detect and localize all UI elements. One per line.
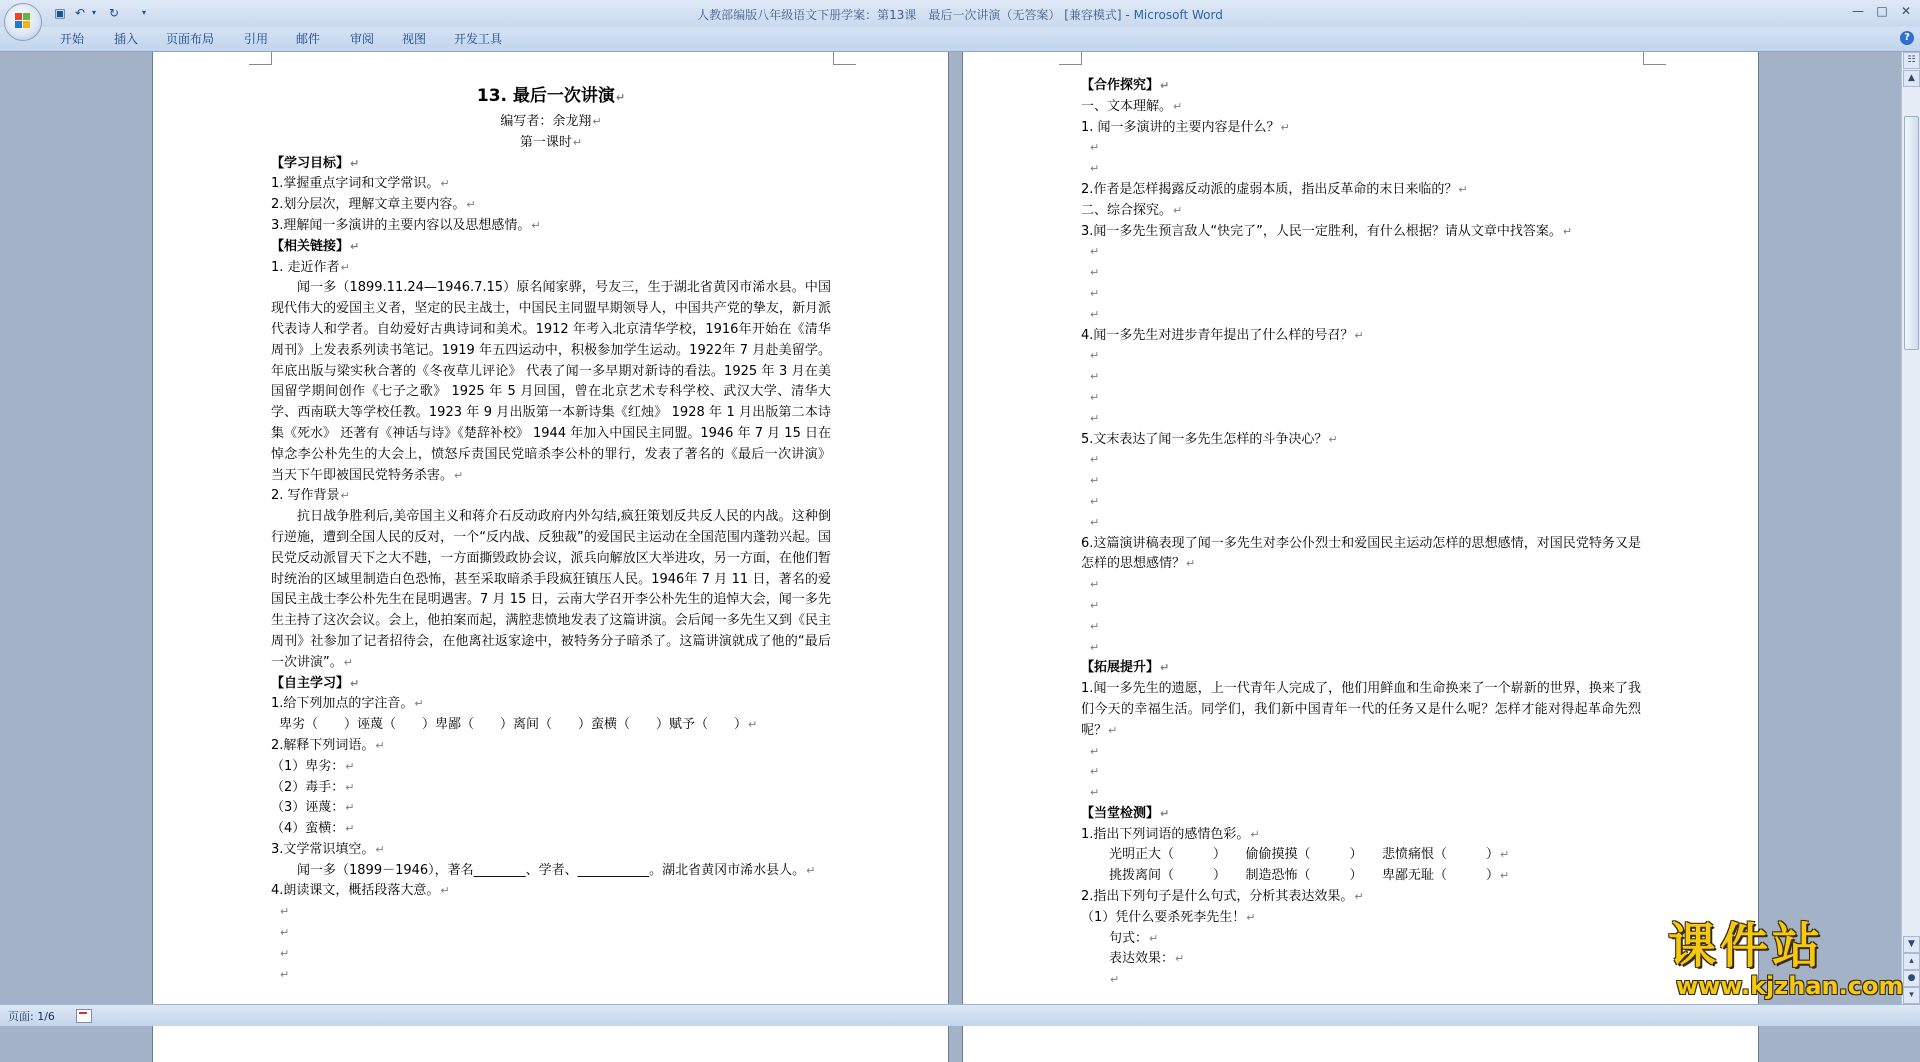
test-question-2-item: （1）凭什么要杀死李先生！↵ [1081,909,1256,925]
crop-mark [1643,52,1666,65]
page-1-content [271,82,831,985]
blank-line[interactable]: ↵ [280,905,290,919]
minimize-button[interactable]: — [1852,4,1864,18]
page-2[interactable] [962,52,1759,1062]
browse-object-icon[interactable]: ● [1903,970,1920,987]
section-heading-test: 【当堂检测】↵ [1081,805,1170,821]
answer-line[interactable]: ↵ [1090,786,1100,800]
answer-line[interactable]: ↵ [1090,640,1100,654]
test-question-1: 1.指出下列词语的感情色彩。↵ [1081,826,1260,842]
page-1[interactable] [152,52,949,1062]
answer-line[interactable]: ↵ [1090,162,1100,176]
author-intro-paragraph: 闻一多（1899.11.24—1946.7.15）原名闻家骅，号友三，生于湖北省黄冈市浠水县。中国现代伟大的爱国主义者，坚定的民主战士，中国民主同盟早期领导人，中国共产党的挚友，新月派代表诗人和学者。自幼爱好古典诗词和美术。1912 年考入北京清华学校，1916年开始在《清华周刊》上发表系列读书笔记。1919 年五四运动中，积极参加学生运动。1922年 7 月赴美留学。年底出版与梁实秋合著的《冬夜草儿评论》 代表了闻一多早期对新诗的看法。1925 年 3 月在美国留学期间创作《七子之歌》 1925 年 5 月回国，曾在北京艺术专科学校、武汉大学、清华大学、西南联大等学校任教。1923 年 9 月出版第一本新诗集《红烛》 1928 年 1 月出版第二本诗集《死水》 还著有《神话与诗》《楚辞补校》 1944 年加入中国民主同盟。1946 年 7 月 15 日在悼念李公朴先生的大会上，愤怒斥责国民党暗杀李公朴的罪行，发表了著名的《最后一次讲演》 当天下午即被国民党特务杀害。↵ [271,280,831,483]
proofing-icon[interactable] [76,1009,92,1023]
blank-line[interactable]: ↵ [1110,973,1120,987]
scroll-up-icon[interactable]: ▲ [1903,70,1920,87]
test-question-1-row: 挑拨离间（ ） 制造恐怖（ ） 卑鄙无耻（ ）↵ [1109,868,1510,884]
crop-mark [249,52,272,65]
window-title: 人教部编版八年级语文下册学案：第13课 最后一次讲演（无答案） [兼容模式] - Microsoft Word [697,8,1223,22]
tab-insert[interactable]: 插入 [114,32,139,46]
office-logo-icon [15,13,31,29]
site-watermark [1668,918,1908,1002]
blank-line[interactable]: ↵ [280,926,290,940]
subheading-author: 1. 走近作者↵ [271,259,350,275]
answer-line[interactable]: ↵ [1090,453,1100,467]
page-indicator[interactable]: 页面: 1/6 [8,1010,55,1023]
author-line: 编写者：余龙翔↵ [500,114,602,129]
answer-line[interactable]: ↵ [1090,286,1100,300]
answer-line[interactable]: ↵ [1090,744,1100,758]
app-name: Microsoft Word [1133,8,1223,22]
coop-part-2: 二、综合探究。↵ [1081,202,1183,218]
goal-item: 1.掌握重点字词和文学常识。↵ [271,176,450,192]
title-bar [0,0,1920,27]
tab-developer[interactable]: 开发工具 [454,32,503,46]
coop-part-1: 一、文本理解。↵ [1081,98,1183,114]
scroll-thumb[interactable] [1904,116,1919,350]
question-1-items: 卑劣（ ）诬蔑（ ）卑鄙（ ）离间（ ）蛮横（ ）赋予（ ）↵ [279,717,758,733]
answer-line[interactable]: ↵ [1090,578,1100,592]
undo-icon[interactable]: ↶ [74,6,86,20]
coop-question-5: 5.文末表达了闻一多先生怎样的斗争决心？↵ [1081,431,1338,447]
blank-line[interactable]: ↵ [280,946,290,960]
answer-line[interactable]: ↵ [1090,411,1100,425]
effect-line: 表达效果：↵ [1109,951,1185,967]
question-2-item: （4）蛮横：↵ [271,821,355,837]
answer-line[interactable]: ↵ [1090,765,1100,779]
office-button[interactable] [4,3,42,41]
vertical-scrollbar[interactable] [1901,52,1920,1004]
extension-question-1: 1.闻一多先生的遗愿，上一代青年人完成了，他们用鲜血和生命换来了一个崭新的世界，换来了我们今天的幸福生活。同学们，我们新中国青年一代的任务又是什么呢？怎样才能对得起革命先烈呢？↵ [1081,681,1641,738]
tab-review[interactable]: 审阅 [350,32,375,46]
answer-line[interactable]: ↵ [1090,307,1100,321]
maximize-button[interactable]: □ [1876,4,1888,18]
document-area [0,52,1902,1004]
ruler-toggle-icon[interactable]: ☷ [1903,52,1920,69]
answer-line[interactable]: ↵ [1090,390,1100,404]
question-3-text: 闻一多（1899－1946），著名________、学者、___________。湖北省黄冈市浠水县人。↵ [297,862,816,878]
goal-item: 2.划分层次，理解文章主要内容。↵ [271,197,476,213]
subheading-background: 2. 写作背景↵ [271,488,350,504]
redo-icon[interactable]: ↻ [108,6,120,20]
lesson-title: 13. 最后一次讲演↵ [476,86,626,106]
scroll-down-icon[interactable]: ▼ [1903,936,1920,953]
question-1: 1.给下列加点的字注音。↵ [271,696,424,712]
coop-question-2: 2.作者是怎样揭露反动派的虚弱本质，指出反革命的末日来临的？↵ [1081,181,1468,197]
test-question-1-row: 光明正大（ ） 偷偷摸摸（ ） 悲愤痛恨（ ）↵ [1109,847,1510,863]
blank-line[interactable]: ↵ [280,967,290,981]
answer-line[interactable]: ↵ [1090,349,1100,363]
tab-references[interactable]: 引用 [244,32,269,46]
answer-line[interactable]: ↵ [1090,515,1100,529]
test-question-2: 2.指出下列句子是什么句式，分析其表达效果。↵ [1081,889,1364,905]
answer-line[interactable]: ↵ [1090,619,1100,633]
section-heading-goals: 【学习目标】↵ [271,155,360,171]
answer-line[interactable]: ↵ [1090,141,1100,155]
goal-item: 3.理解闻一多演讲的主要内容以及思想感情。↵ [271,217,541,233]
section-heading-extension: 【拓展提升】↵ [1081,660,1170,676]
tab-home[interactable]: 开始 [60,32,85,46]
coop-question-1: 1. 闻一多演讲的主要内容是什么？↵ [1081,119,1290,135]
save-icon[interactable]: ▣ [54,6,66,20]
page-2-content [1081,76,1641,991]
coop-question-3: 3.闻一多先生预言敌人“快完了”，人民一定胜利，有什么根据？请从文章中找答案。↵ [1081,223,1573,239]
section-heading-links: 【相关链接】↵ [271,238,360,254]
chevron-down-icon[interactable]: ▾ [91,8,96,17]
tab-mailings[interactable]: 邮件 [296,32,321,46]
watermark-title: 课件站 [1668,918,1825,974]
question-2: 2.解释下列词语。↵ [271,737,385,753]
coop-question-4: 4.闻一多先生对进步青年提出了什么样的号召？↵ [1081,327,1364,343]
question-3: 3.文学常识填空。↵ [271,841,385,857]
section-heading-coop: 【合作探究】↵ [1081,78,1170,93]
answer-line[interactable]: ↵ [1090,266,1100,280]
ribbon-tabs [0,27,1920,52]
customize-quick-access-icon[interactable]: ▾ [141,8,146,17]
question-2-item: （3）诬蔑：↵ [271,800,355,816]
crop-mark [833,52,856,65]
status-bar [0,1004,1920,1026]
close-button[interactable]: ✕ [1900,4,1912,18]
question-2-item: （1）卑劣：↵ [271,758,355,774]
question-2-item: （2）毒手：↵ [271,779,355,795]
watermark-url: www.kjzhan.com [1676,972,1904,1000]
question-4: 4.朗读课文，概括段落大意。↵ [271,883,450,899]
help-icon[interactable]: ? [1900,31,1914,45]
next-page-icon[interactable]: ▾ [1903,987,1920,1004]
sentence-type-line: 句式：↵ [1109,930,1159,946]
crop-mark [1059,52,1082,65]
answer-line[interactable]: ↵ [1090,494,1100,508]
answer-line[interactable]: ↵ [1090,474,1100,488]
section-heading-self-study: 【自主学习】↵ [271,675,360,691]
period-line: 第一课时↵ [519,134,583,150]
answer-line[interactable]: ↵ [1090,598,1100,612]
answer-line[interactable]: ↵ [1090,370,1100,384]
background-paragraph: 抗日战争胜利后,美帝国主义和蒋介石反动政府内外勾结,疯狂策划反共反人民的内战。这种倒行逆施，遭到全国人民的反对，一个“反内战、反独裁”的爱国民主运动在全国范围内蓬勃兴起。国民党反动派冒天下之大不韪，一方面撕毁政协会议，派兵向解放区大举进攻，另一方面，在他们暂时统治的区域里制造白色恐怖，甚至采取暗杀手段疯狂镇压人民。1946年 7 月 11 日，著名的爱国民主战士李公朴先生在昆明遇害。7 月 15 日，云南大学召开李公朴先生的追悼大会，闻一多先生主持了这次会议。会上，他拍案而起，满腔悲愤地发表了这篇讲演。会后闻一多先生又到《民主周刊》社参加了记者招待会，在他离社返家途中，被特务分子暗杀了。这篇讲演就成了他的“最后一次讲演”。↵ [271,509,831,670]
previous-page-icon[interactable]: ▴ [1903,953,1920,970]
tab-view[interactable]: 视图 [402,32,427,46]
coop-question-6: 6.这篇演讲稿表现了闻一多先生对李公仆烈士和爱国民主运动怎样的思想感情，对国民党特务又是怎样的思想感情？↵ [1081,535,1641,572]
tab-page-layout[interactable]: 页面布局 [166,32,215,46]
answer-line[interactable]: ↵ [1090,245,1100,259]
